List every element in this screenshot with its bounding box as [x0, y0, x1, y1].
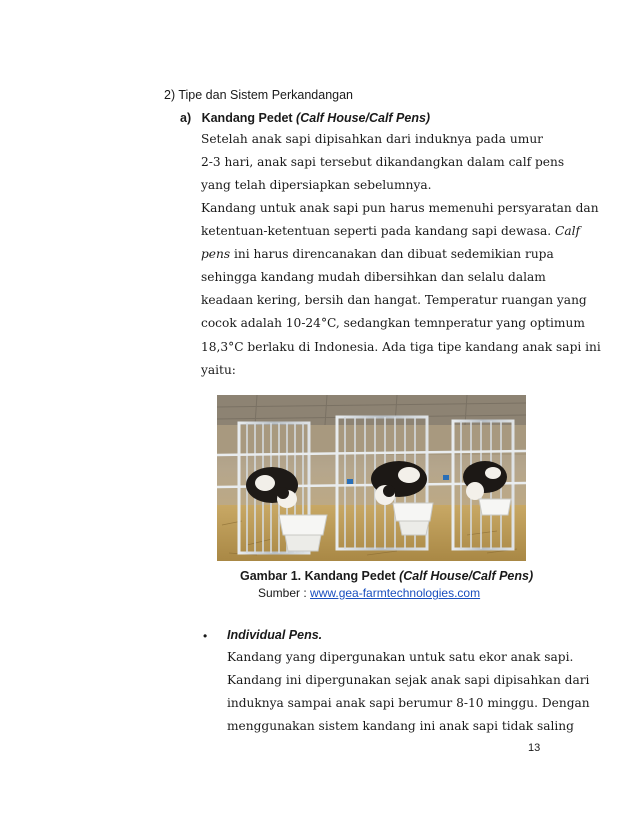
paragraph-1-line: yang telah dipersiapkan sebelumnya. [201, 178, 432, 193]
source-label: Sumber : [258, 586, 311, 600]
paragraph-1 [201, 128, 565, 197]
bullet-paragraph-line: Kandang ini dipergunakan sejak anak sapi dipisahkan dari [227, 673, 590, 688]
source-link[interactable]: www.gea-farmtechnologies.com [310, 586, 481, 600]
bullet-paragraph-line: Kandang yang dipergunakan untuk satu ekor anak sapi. [227, 650, 574, 664]
figure-caption: Gambar 1. Kandang Pedet (Calf House/Calf Pens) [240, 569, 534, 583]
subsection-marker: a) [180, 111, 192, 125]
subsection-title: Kandang Pedet [201, 111, 297, 125]
section-heading: 2) Tipe dan Sistem Perkandangan [164, 88, 354, 102]
paragraph-2-line: yaitu: [201, 362, 236, 377]
bullet-paragraph-line: induknya sampai anak sapi berumur 8-10 minggu. Dengan [227, 696, 590, 711]
paragraph-2 [201, 197, 601, 382]
subsection-heading [180, 111, 430, 125]
bullet-heading: Individual Pens. [227, 628, 323, 642]
paragraph-2-line: 18,3°C berlaku di Indonesia. Ada tiga tipe kandang anak sapi ini [201, 339, 601, 354]
subsection-title-italic: (Calf House/Calf Pens) [296, 111, 431, 125]
calf-pens-illustration [217, 395, 526, 561]
figure-source [258, 586, 480, 600]
bullet-paragraph [227, 646, 590, 738]
page-number: 13 [528, 742, 541, 754]
paragraph-2-line: pens ini harus direncanakan dan dibuat sedemikian rupa [201, 247, 554, 262]
calf-pens-photo [217, 395, 526, 561]
paragraph-2-line: cocok adalah 10-24°C, sedangkan temnperatur yang optimum [201, 316, 585, 331]
paragraph-2-line: keadaan kering, bersih dan hangat. Temperatur ruangan yang [201, 293, 587, 308]
bullet-icon: • [203, 629, 208, 643]
bullet-paragraph-line: menggunakan sistem kandang ini anak sapi tidak saling [227, 719, 574, 734]
paragraph-2-line: Kandang untuk anak sapi pun harus memenuhi persyaratan dan [201, 201, 599, 215]
paragraph-2-line: ketentuan-ketentuan seperti pada kandang sapi dewasa. Calf [201, 224, 580, 239]
paragraph-1-line: 2-3 hari, anak sapi tersebut dikandangkan dalam calf pens [201, 155, 565, 170]
paragraph-1-line: Setelah anak sapi dipisahkan dari induknya pada umur [201, 132, 543, 146]
paragraph-2-line: sehingga kandang mudah dibersihkan dan selalu dalam [201, 270, 546, 285]
